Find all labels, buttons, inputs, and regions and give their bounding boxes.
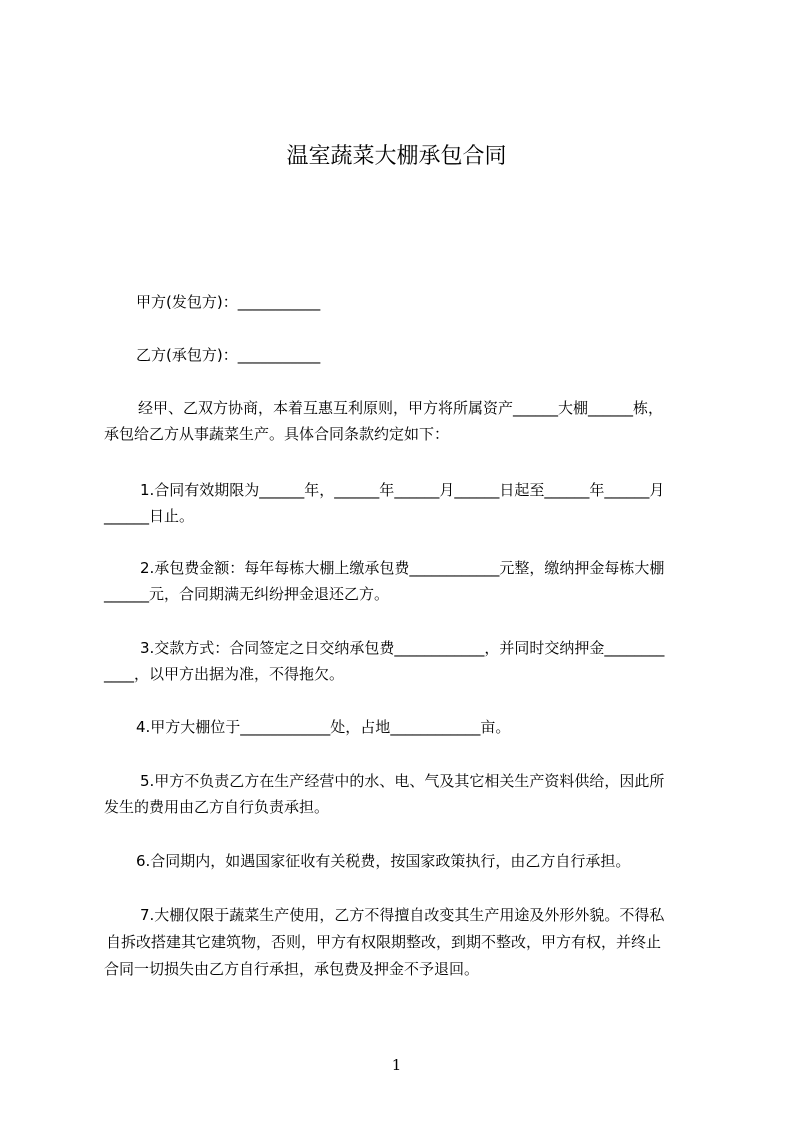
clause-1-line-1: 1.合同有效期限为______年，______年______月______日起至______年______月 (140, 481, 665, 499)
intro-line-2: 承包给乙方从事蔬菜生产。具体合同条款约定如下： (104, 425, 450, 443)
clause-6-line-1: 6.合同期内，如遇国家征收有关税费，按国家政策执行，由乙方自行承担。 (136, 852, 631, 870)
clause-3-line-1: 3.交款方式：合同签定之日交纳承包费____________，并同时交纳押金________ (140, 639, 665, 657)
page-number: 1 (391, 1056, 402, 1074)
clause-5-line-1: 5.甲方不负责乙方在生产经营中的水、电、气及其它相关生产资料供给，因此所 (140, 772, 665, 790)
clause-1-line-2: ______日止。 (104, 507, 195, 525)
intro-line-1: 经甲、乙双方协商，本着互惠互利原则，甲方将所属资产______大棚______栋， (138, 399, 664, 417)
clause-3-line-2: ____，以甲方出据为准，不得拖欠。 (104, 665, 345, 683)
clause-2-line-1: 2.承包费金额：每年每栋大棚上缴承包费____________元整，缴纳押金每栋大棚 (140, 559, 665, 577)
document-title: 温室蔬菜大棚承包合同 (286, 144, 507, 169)
clause-2-line-2: ______元，合同期满无纠纷押金退还乙方。 (104, 585, 390, 603)
party-a-line: 甲方(发包方)：___________ (136, 293, 321, 311)
clause-5-line-2: 发生的费用由乙方自行负责承担。 (104, 798, 330, 816)
clause-7-line-3: 合同一切损失由乙方自行承担，承包费及押金不予退回。 (104, 960, 480, 978)
clause-7-line-1: 7.大棚仅限于蔬菜生产使用，乙方不得擅自改变其生产用途及外形外貌。不得私 (140, 906, 665, 924)
party-b-line: 乙方(承包方)：___________ (136, 346, 321, 364)
clause-4-line-1: 4.甲方大棚位于____________处，占地____________亩。 (136, 718, 511, 736)
clause-7-line-2: 自拆改搭建其它建筑物，否则，甲方有权限期整改，到期不整改，甲方有权，并终止 (106, 933, 662, 951)
